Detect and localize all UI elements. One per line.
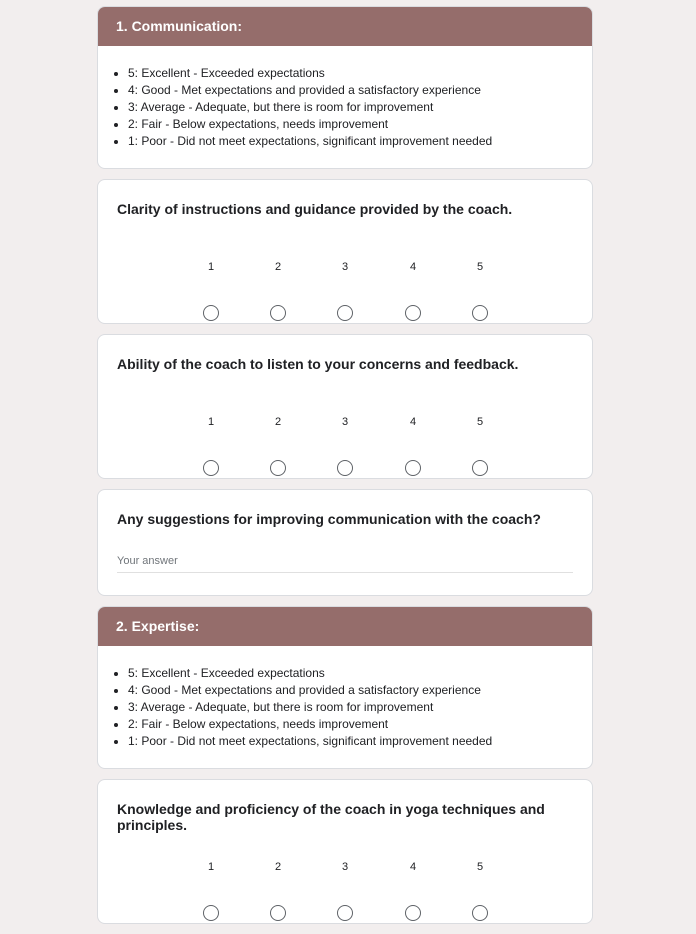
scale-label: 2 — [274, 416, 282, 428]
legend-item: • 5: Excellent - Exceeded expectations — [128, 65, 592, 82]
scale-label: 5 — [476, 416, 484, 428]
radio-option-3[interactable] — [337, 460, 353, 476]
radio-option-4[interactable] — [405, 305, 421, 321]
scale-label: 3 — [341, 261, 349, 273]
scale-label: 5 — [476, 861, 484, 873]
question-suggestions — [97, 489, 593, 596]
legend-item: • 2: Fair - Below expectations, needs improvement — [128, 116, 592, 133]
legend-item: • 1: Poor - Did not meet expectations, significant improvement needed — [128, 133, 592, 150]
radio-option-4[interactable] — [405, 460, 421, 476]
section-expertise — [97, 606, 593, 769]
scale-label: 4 — [409, 261, 417, 273]
question-title: Ability of the coach to listen to your concerns and feedback. — [117, 356, 519, 372]
radio-option-3[interactable] — [337, 905, 353, 921]
section-title: 2. Expertise: — [98, 607, 592, 646]
linear-scale — [98, 219, 592, 309]
radio-option-2[interactable] — [270, 905, 286, 921]
scale-label: 1 — [207, 861, 215, 873]
scale-label: 1 — [207, 261, 215, 273]
legend-item: • 3: Average - Adequate, but there is room for improvement — [128, 699, 592, 716]
question-title: Clarity of instructions and guidance provided by the coach. — [117, 201, 513, 217]
section-title: 1. Communication: — [98, 7, 592, 46]
answer-input[interactable]: Your answer — [117, 555, 573, 573]
linear-scale — [98, 819, 592, 909]
legend-item: • 4: Good - Met expectations and provided a satisfactory experience — [128, 682, 592, 699]
radio-option-2[interactable] — [270, 305, 286, 321]
scale-label: 3 — [341, 861, 349, 873]
question-clarity — [97, 179, 593, 324]
form-container — [97, 6, 593, 934]
scale-label: 4 — [409, 861, 417, 873]
radio-option-4[interactable] — [405, 905, 421, 921]
scale-label: 2 — [274, 861, 282, 873]
scale-label: 4 — [409, 416, 417, 428]
scale-label: 1 — [207, 416, 215, 428]
legend-item: • 3: Average - Adequate, but there is room for improvement — [128, 99, 592, 116]
radio-option-5[interactable] — [472, 305, 488, 321]
legend-item: • 5: Excellent - Exceeded expectations — [128, 665, 592, 682]
rating-legend — [98, 646, 592, 750]
question-title: Knowledge and proficiency of the coach in yoga techniques and principles. — [117, 801, 545, 833]
radio-option-2[interactable] — [270, 460, 286, 476]
legend-item: • 2: Fair - Below expectations, needs improvement — [128, 716, 592, 733]
question-title: Any suggestions for improving communication with the coach? — [117, 511, 541, 527]
radio-option-1[interactable] — [203, 460, 219, 476]
scale-label: 3 — [341, 416, 349, 428]
scale-label: 2 — [274, 261, 282, 273]
rating-legend — [98, 46, 592, 150]
legend-item: • 1: Poor - Did not meet expectations, significant improvement needed — [128, 733, 592, 750]
question-knowledge — [97, 779, 593, 924]
radio-option-3[interactable] — [337, 305, 353, 321]
radio-option-1[interactable] — [203, 305, 219, 321]
radio-option-5[interactable] — [472, 460, 488, 476]
section-communication — [97, 6, 593, 169]
linear-scale — [98, 374, 592, 464]
legend-item: • 4: Good - Met expectations and provided a satisfactory experience — [128, 82, 592, 99]
radio-option-1[interactable] — [203, 905, 219, 921]
question-listening — [97, 334, 593, 479]
scale-label: 5 — [476, 261, 484, 273]
radio-option-5[interactable] — [472, 905, 488, 921]
